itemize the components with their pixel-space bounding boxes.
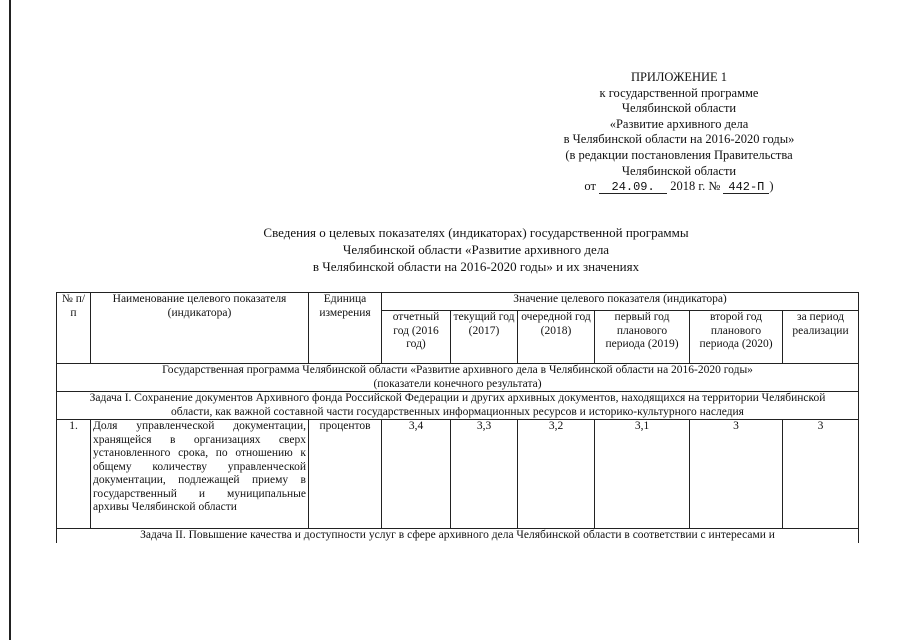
annex-line: в Челябинской области на 2016-2020 годы»: [563, 132, 795, 147]
annex-block: [520, 70, 838, 195]
row-value-2020: 3: [690, 420, 783, 529]
annex-line: Челябинской области: [621, 101, 737, 116]
number-value: 442-П: [723, 181, 769, 194]
header-year-2017: текущий год (2017): [451, 311, 518, 364]
page-edge-line: [9, 0, 11, 640]
header-unit: Единица измерения: [309, 293, 382, 364]
annex-date-line: [520, 179, 838, 195]
annex-line: ПРИЛОЖЕНИЕ 1: [630, 70, 728, 84]
task1-text: Задача I. Сохранение документов Архивного фонда Российской Федерации и других архивных документов, находящихся на территории Челябинской области, как важной составной части государственных информационных ресурсов и историко-культурного наследия: [57, 392, 859, 420]
header-value-group: Значение целевого показателя (индикатора): [382, 293, 859, 311]
annex-line: (в редакции постановления Правительства: [565, 147, 793, 162]
annex-line: «Развитие архивного дела: [609, 116, 749, 131]
header-num: № п/п: [57, 293, 91, 364]
row-num: 1.: [57, 420, 91, 529]
row-indicator-name: Доля управленческой документации, хранящейся в организациях сверх установленного срока, по отношению к общему количеству управленческой документации, подлежащей приему в государственный и муниципальные архивы Челябинской области: [91, 420, 309, 529]
table-row: [57, 420, 859, 529]
header-name: Наименование целевого показателя (индикатора): [91, 293, 309, 364]
indicators-table: [56, 292, 859, 543]
row-unit: процентов: [309, 420, 382, 529]
row-value-2019: 3,1: [595, 420, 690, 529]
date-value: 24.09.: [599, 181, 667, 194]
task2-row: [57, 529, 859, 543]
task1-row: [57, 392, 859, 420]
title-line: в Челябинской области на 2016-2020 годы» и их значениях: [312, 259, 640, 274]
header-year-2020: второй год планового периода (2020): [690, 311, 783, 364]
header-total-period: за период реализации: [783, 311, 859, 364]
date-prefix: от: [584, 179, 596, 194]
header-year-2018: очередной год (2018): [518, 311, 595, 364]
row-value-total: 3: [783, 420, 859, 529]
program-row-text: Государственная программа Челябинской области «Развитие архивного дела в Челябинской области на 2016-2020 годы» (показатели конечного результата): [57, 364, 859, 392]
year-text: 2018 г. №: [670, 179, 721, 194]
row-value-2016: 3,4: [382, 420, 451, 529]
program-row: [57, 364, 859, 392]
header-row-1: [57, 293, 859, 311]
document-title: [196, 224, 756, 275]
annex-line: Челябинской области: [621, 163, 737, 178]
title-line: Челябинской области «Развитие архивного дела: [342, 242, 610, 257]
row-value-2017: 3,3: [451, 420, 518, 529]
header-year-2019: первый год планового периода (2019): [595, 311, 690, 364]
title-line: Сведения о целевых показателях (индикаторах) государственной программы: [263, 225, 689, 240]
row-value-2018: 3,2: [518, 420, 595, 529]
task2-text: Задача II. Повышение качества и доступности услуг в сфере архивного дела Челябинской области в соответствии с интересами и: [57, 529, 859, 543]
annex-line: к государственной программе: [599, 85, 759, 100]
header-year-2016: отчетный год (2016 год): [382, 311, 451, 364]
closing-paren: ): [769, 179, 774, 194]
